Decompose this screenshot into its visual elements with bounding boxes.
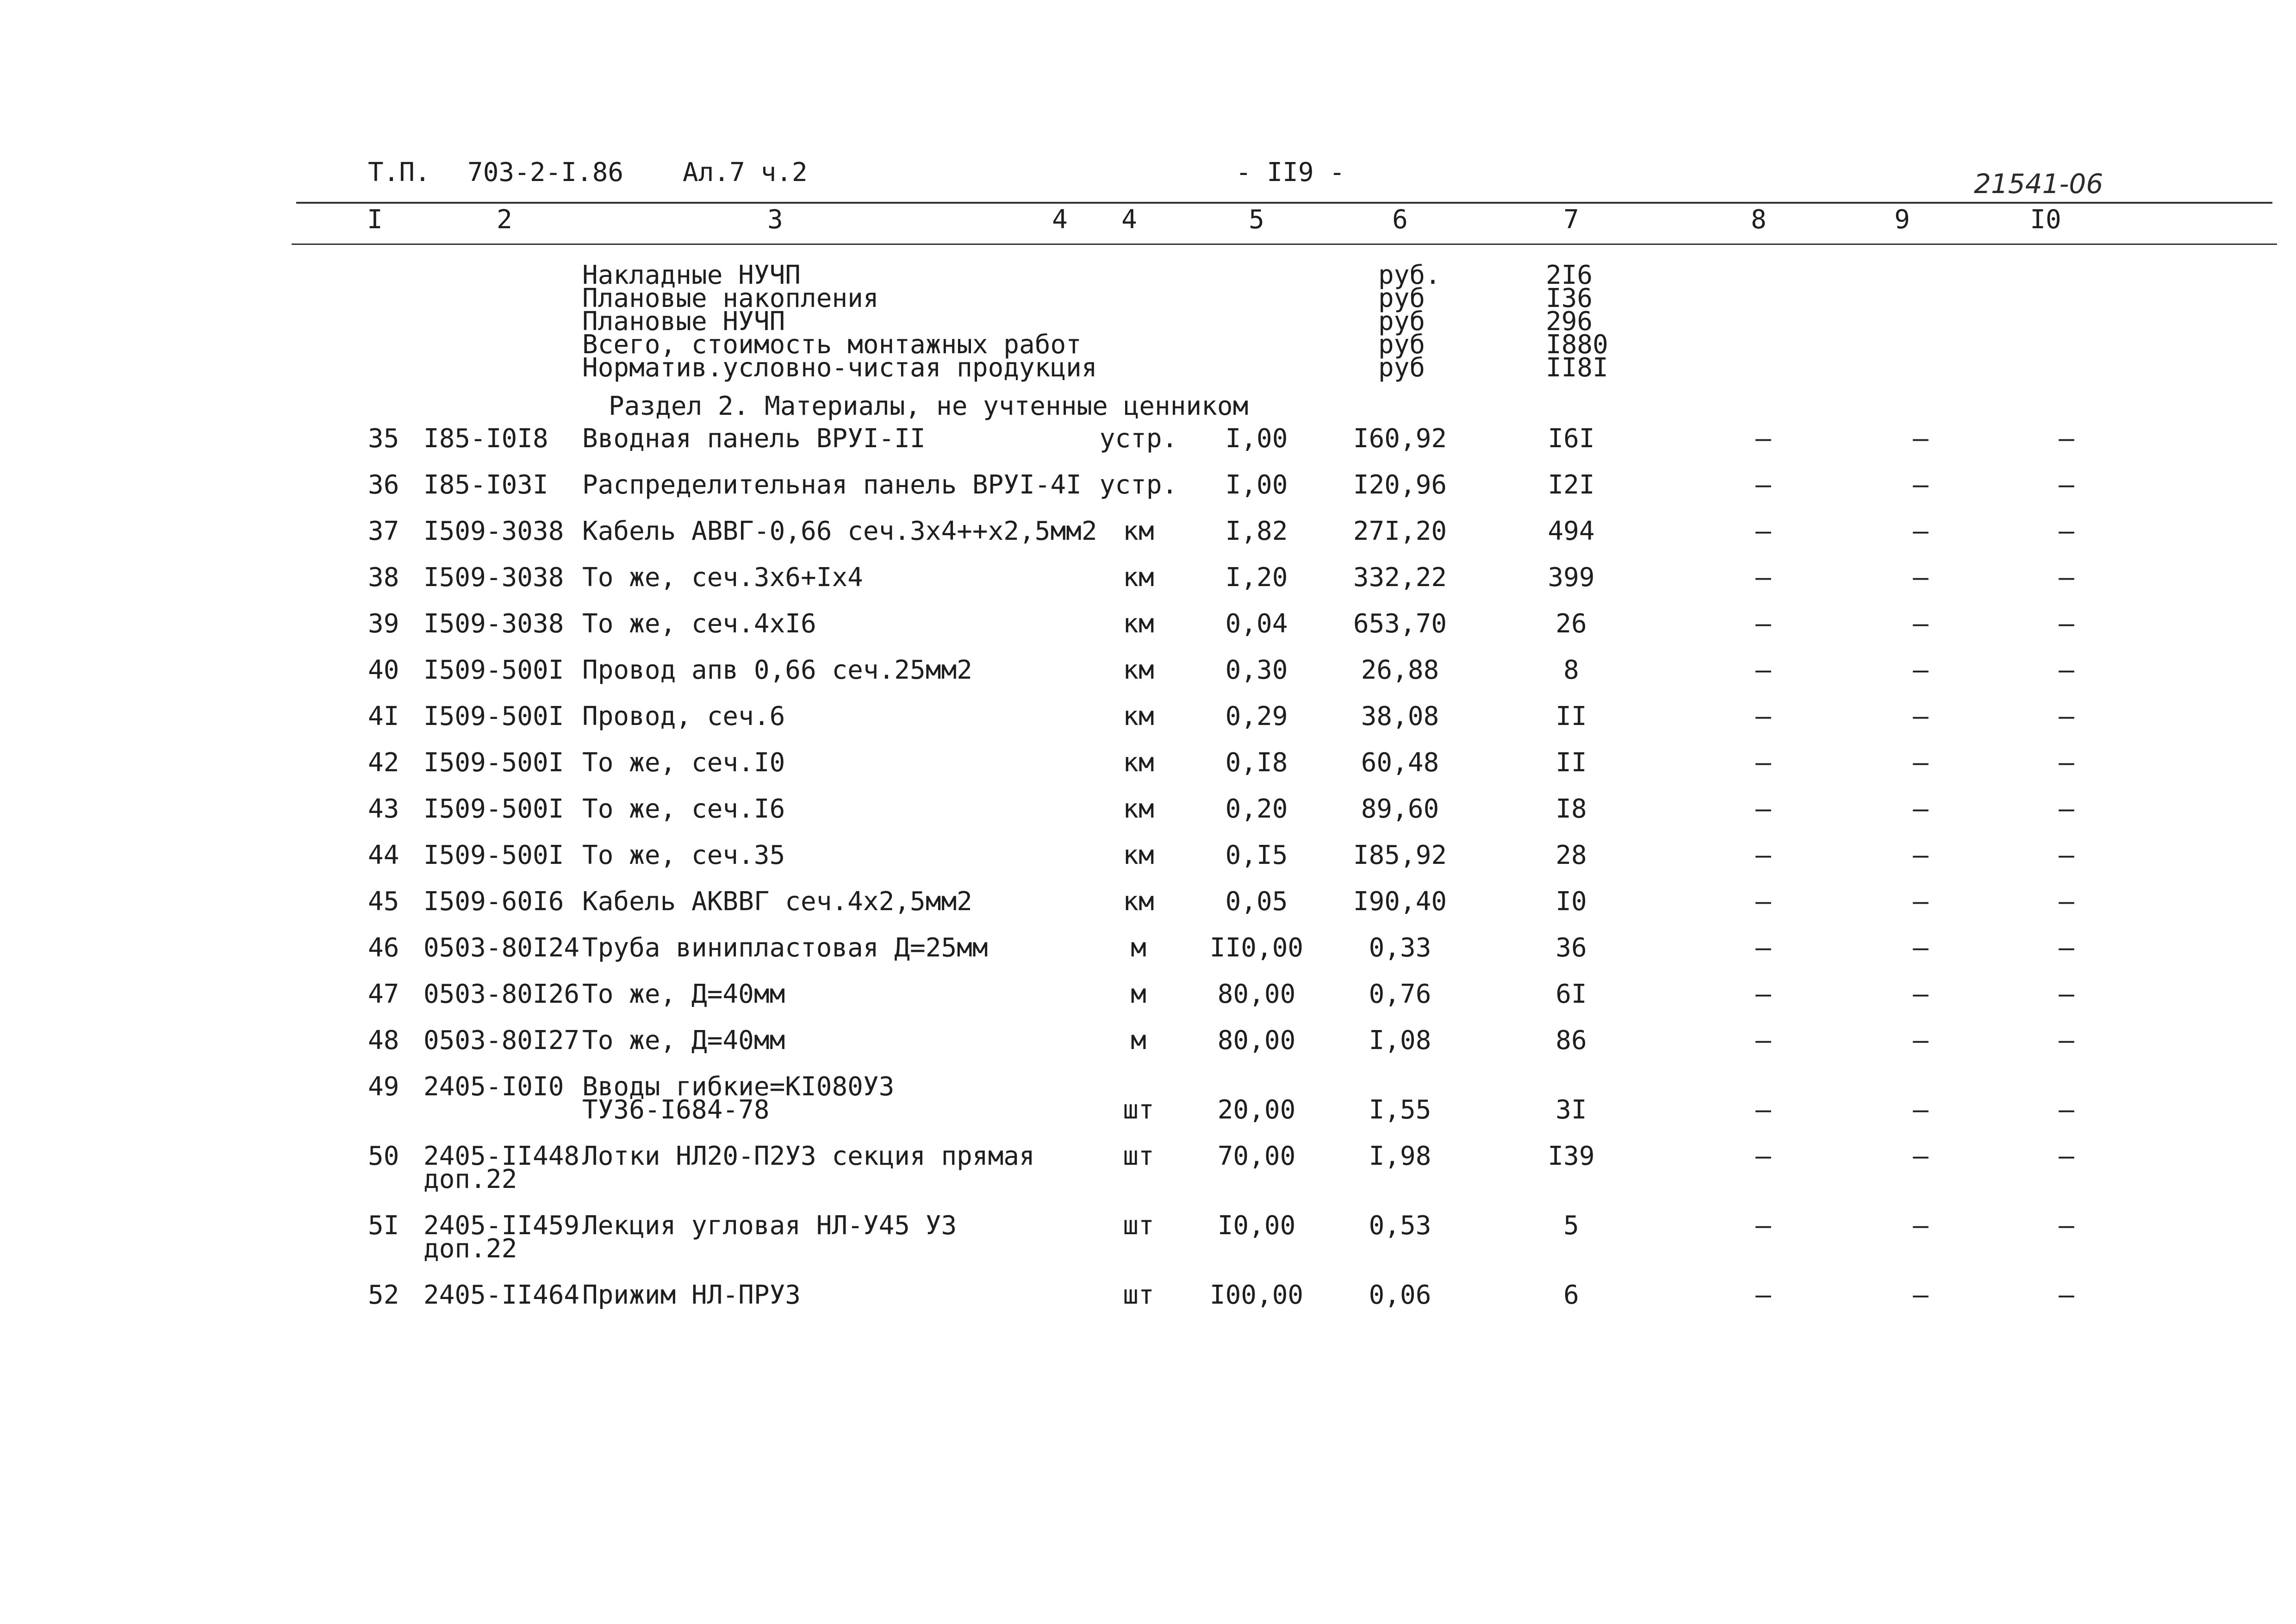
column-header: 9 — [1894, 205, 1910, 235]
row-total: 494 — [1548, 516, 1595, 546]
row-col8: – — [1755, 516, 1771, 546]
column-header: 4 — [1121, 205, 1137, 235]
summary-unit: руб — [1378, 330, 1425, 360]
row-price: 89,60 — [1361, 794, 1439, 824]
row-col8: – — [1755, 655, 1771, 685]
row-unit: км — [1123, 840, 1154, 870]
row-quantity: I00,00 — [1209, 1280, 1304, 1310]
row-col9: – — [1913, 933, 1929, 963]
row-price: 0,53 — [1369, 1211, 1431, 1241]
row-col9: – — [1913, 655, 1929, 685]
row-unit: км — [1123, 562, 1154, 593]
row-name: Прижим НЛ-ПРУ3 — [582, 1280, 801, 1310]
top-rule — [296, 202, 2272, 204]
row-price: I,08 — [1369, 1025, 1431, 1056]
row-col9: – — [1913, 1211, 1929, 1241]
row-quantity: 80,00 — [1217, 979, 1296, 1009]
summary-units — [1378, 260, 1441, 383]
row-unit: устр. — [1099, 424, 1178, 454]
row-code: I509-500I — [423, 748, 564, 778]
row-price: I20,96 — [1353, 470, 1447, 500]
row-unit: шт — [1123, 1211, 1154, 1241]
header-tp: Т.П. — [368, 157, 430, 187]
archive-stamp: 21541-06 — [1974, 168, 2103, 200]
summary-label: Плановые накопления — [582, 283, 879, 313]
row-unit: км — [1123, 748, 1154, 778]
row-col10: – — [2059, 794, 2074, 824]
row-col10: – — [2059, 655, 2074, 685]
page-number: - II9 - — [1236, 157, 1345, 187]
row-col10: – — [2059, 933, 2074, 963]
row-name: То же, Д=40мм — [582, 1025, 785, 1056]
row-col8: – — [1755, 1141, 1771, 1171]
row-total: 36 — [1556, 933, 1587, 963]
row-unit: шт — [1123, 1280, 1154, 1310]
row-quantity: I,20 — [1225, 562, 1288, 593]
column-header: 3 — [767, 205, 783, 235]
row-name: Лекция угловая НЛ-У45 У3 — [582, 1211, 957, 1241]
row-quantity: I0,00 — [1217, 1211, 1296, 1241]
row-col8: – — [1755, 933, 1771, 963]
row-code: I509-60I6 — [423, 887, 564, 917]
row-total: I6I — [1548, 424, 1595, 454]
row-total: 8 — [1563, 655, 1579, 685]
row-total: 6I — [1556, 979, 1587, 1009]
row-name: Провод апв 0,66 сеч.25мм2 — [582, 655, 972, 685]
row-price: I,55 — [1369, 1095, 1431, 1125]
row-price: 60,48 — [1361, 748, 1439, 778]
row-col10: – — [2059, 424, 2074, 454]
row-col8: – — [1755, 748, 1771, 778]
row-total: 28 — [1556, 840, 1587, 870]
row-total: I0 — [1556, 887, 1587, 917]
row-col10: – — [2059, 979, 2074, 1009]
row-name: Распределительная панель ВРУI-4I — [582, 470, 1082, 500]
row-number: 4I — [368, 701, 399, 731]
row-col8: – — [1755, 470, 1771, 500]
row-total: I8 — [1556, 794, 1587, 824]
row-col8: – — [1755, 794, 1771, 824]
row-col9: – — [1913, 748, 1929, 778]
row-number: 52 — [368, 1280, 399, 1310]
row-code: 2405-II448 — [423, 1141, 580, 1171]
section-title: Раздел 2. Материалы, не учтенные ценником — [609, 391, 1249, 421]
row-number: 47 — [368, 979, 399, 1009]
row-name: Провод, сеч.6 — [582, 701, 785, 731]
row-col9: – — [1913, 887, 1929, 917]
row-number: 45 — [368, 887, 399, 917]
summary-value: I880 — [1546, 330, 1608, 360]
row-number: 35 — [368, 424, 399, 454]
row-name: То же, сеч.3х6+Iх4 — [582, 562, 863, 593]
row-quantity: I,82 — [1225, 516, 1288, 546]
summary-unit: руб. — [1378, 260, 1441, 290]
row-code: I85-I0I8 — [423, 424, 548, 454]
column-header: 6 — [1392, 205, 1408, 235]
column-header: I0 — [2030, 205, 2061, 235]
row-name: То же, сеч.I6 — [582, 794, 785, 824]
row-total: 26 — [1556, 609, 1587, 639]
row-col8: – — [1755, 887, 1771, 917]
row-quantity: II0,00 — [1209, 933, 1304, 963]
row-code: I85-I03I — [423, 470, 548, 500]
row-code: I509-3038 — [423, 562, 564, 593]
row-number: 42 — [368, 748, 399, 778]
summary-label: Накладные НУЧП — [582, 260, 801, 290]
row-col8: – — [1755, 609, 1771, 639]
row-number: 48 — [368, 1025, 399, 1056]
row-number: 49 — [368, 1072, 399, 1102]
row-col10: – — [2059, 562, 2074, 593]
row-col10: – — [2059, 1095, 2074, 1125]
row-price: 0,06 — [1369, 1280, 1431, 1310]
row-code: 0503-80I27 — [423, 1025, 580, 1056]
row-unit: км — [1123, 701, 1154, 731]
row-code: I509-3038 — [423, 516, 564, 546]
row-col9: – — [1913, 1141, 1929, 1171]
row-col8: – — [1755, 979, 1771, 1009]
row-col9: – — [1913, 424, 1929, 454]
row-quantity: 0,29 — [1225, 701, 1288, 731]
row-price: 0,76 — [1369, 979, 1431, 1009]
row-price: I,98 — [1369, 1141, 1431, 1171]
row-code: I509-500I — [423, 655, 564, 685]
row-name: Кабель АКВВГ сеч.4х2,5мм2 — [582, 887, 972, 917]
row-code: I509-500I — [423, 840, 564, 870]
row-col10: – — [2059, 609, 2074, 639]
row-price: I90,40 — [1353, 887, 1447, 917]
row-code: I509-500I — [423, 701, 564, 731]
row-name: То же, сеч.I0 — [582, 748, 785, 778]
row-total: II — [1556, 701, 1587, 731]
row-col9: – — [1913, 979, 1929, 1009]
row-col8: – — [1755, 424, 1771, 454]
row-quantity: 0,04 — [1225, 609, 1288, 639]
summary-value: II8I — [1546, 353, 1608, 383]
row-total: 86 — [1556, 1025, 1587, 1056]
summary-value: 296 — [1546, 306, 1593, 337]
header-album: Ал.7 ч.2 — [683, 157, 808, 187]
row-unit: км — [1123, 609, 1154, 639]
row-total: 6 — [1563, 1280, 1579, 1310]
row-quantity: I,00 — [1225, 424, 1288, 454]
row-col10: – — [2059, 748, 2074, 778]
row-code: 0503-80I24 — [423, 933, 580, 963]
row-quantity: I,00 — [1225, 470, 1288, 500]
row-col8: – — [1755, 1025, 1771, 1056]
row-unit: шт — [1123, 1095, 1154, 1125]
column-header: 5 — [1249, 205, 1264, 235]
row-col9: – — [1913, 562, 1929, 593]
row-price: 332,22 — [1353, 562, 1447, 593]
row-col10: – — [2059, 516, 2074, 546]
row-unit: устр. — [1099, 470, 1178, 500]
row-number: 39 — [368, 609, 399, 639]
header-code: 703-2-I.86 — [467, 157, 624, 187]
row-unit: км — [1123, 655, 1154, 685]
column-header: 7 — [1563, 205, 1579, 235]
row-col8: – — [1755, 840, 1771, 870]
row-quantity: 0,05 — [1225, 887, 1288, 917]
row-name: Труба винипластовая Д=25мм — [582, 933, 988, 963]
row-name: Вводы гибкие=КI080У3 — [582, 1072, 895, 1102]
row-price: 26,88 — [1361, 655, 1439, 685]
row-quantity: 0,20 — [1225, 794, 1288, 824]
row-code: I509-3038 — [423, 609, 564, 639]
summary-label: Норматив.условно-чистая продукция — [582, 353, 1097, 383]
row-name-line2: ТУ36-I684-78 — [582, 1095, 770, 1125]
row-total: II — [1556, 748, 1587, 778]
row-quantity: 0,I5 — [1225, 840, 1288, 870]
column-header: 4 — [1052, 205, 1068, 235]
row-price: I60,92 — [1353, 424, 1447, 454]
row-price: 38,08 — [1361, 701, 1439, 731]
column-header: I — [367, 205, 383, 235]
row-unit: км — [1123, 794, 1154, 824]
row-number: 36 — [368, 470, 399, 500]
row-quantity: 20,00 — [1217, 1095, 1296, 1125]
row-number: 44 — [368, 840, 399, 870]
row-price: I85,92 — [1353, 840, 1447, 870]
row-col9: – — [1913, 470, 1929, 500]
row-col8: – — [1755, 701, 1771, 731]
row-col8: – — [1755, 1280, 1771, 1310]
row-col9: – — [1913, 794, 1929, 824]
row-col10: – — [2059, 1280, 2074, 1310]
row-col9: – — [1913, 701, 1929, 731]
row-total: 3I — [1556, 1095, 1587, 1125]
row-unit: м — [1131, 979, 1146, 1009]
row-code: 2405-II464 — [423, 1280, 580, 1310]
row-total: I39 — [1548, 1141, 1595, 1171]
row-total: 5 — [1563, 1211, 1579, 1241]
row-code-note: доп.22 — [423, 1164, 517, 1194]
row-name: То же, сеч.35 — [582, 840, 785, 870]
summary-unit: руб — [1378, 353, 1425, 383]
row-unit: км — [1123, 887, 1154, 917]
row-total: I2I — [1548, 470, 1595, 500]
row-code: 2405-I0I0 — [423, 1072, 564, 1102]
row-col8: – — [1755, 562, 1771, 593]
summary-label: Плановые НУЧП — [582, 306, 785, 337]
row-code-note: доп.22 — [423, 1234, 517, 1264]
row-number: 46 — [368, 933, 399, 963]
row-number: 50 — [368, 1141, 399, 1171]
summary-label: Всего, стоимость монтажных работ — [582, 330, 1082, 360]
row-col10: – — [2059, 1141, 2074, 1171]
row-col9: – — [1913, 1025, 1929, 1056]
row-unit: м — [1131, 933, 1146, 963]
row-price: 27I,20 — [1353, 516, 1447, 546]
row-number: 40 — [368, 655, 399, 685]
row-price: 653,70 — [1353, 609, 1447, 639]
row-col10: – — [2059, 701, 2074, 731]
row-col9: – — [1913, 1095, 1929, 1125]
row-name: Кабель АВВГ-0,66 сеч.3х4++х2,5мм2 — [582, 516, 1097, 546]
row-quantity: 0,30 — [1225, 655, 1288, 685]
row-col10: – — [2059, 470, 2074, 500]
row-quantity: 80,00 — [1217, 1025, 1296, 1056]
row-col10: – — [2059, 887, 2074, 917]
row-code: I509-500I — [423, 794, 564, 824]
summary-unit: руб — [1378, 306, 1425, 337]
row-number: 38 — [368, 562, 399, 593]
row-col10: – — [2059, 1211, 2074, 1241]
row-col8: – — [1755, 1211, 1771, 1241]
row-col9: – — [1913, 1280, 1929, 1310]
row-quantity: 70,00 — [1217, 1141, 1296, 1171]
row-col10: – — [2059, 840, 2074, 870]
row-col9: – — [1913, 609, 1929, 639]
summary-unit: руб — [1378, 283, 1425, 313]
row-unit: км — [1123, 516, 1154, 546]
row-col9: – — [1913, 840, 1929, 870]
row-name: То же, сеч.4хI6 — [582, 609, 816, 639]
row-col8: – — [1755, 1095, 1771, 1125]
summary-value: I36 — [1546, 283, 1593, 313]
row-col9: – — [1913, 516, 1929, 546]
row-code: 2405-II459 — [423, 1211, 580, 1241]
row-name: То же, Д=40мм — [582, 979, 785, 1009]
row-total: 399 — [1548, 562, 1595, 593]
summary-values — [1546, 260, 1608, 383]
row-unit: шт — [1123, 1141, 1154, 1171]
row-name: Вводная панель ВРУI-II — [582, 424, 926, 454]
row-price: 0,33 — [1369, 933, 1431, 963]
column-header: 8 — [1751, 205, 1767, 235]
row-col10: – — [2059, 1025, 2074, 1056]
row-number: 43 — [368, 794, 399, 824]
column-header: 2 — [497, 205, 512, 235]
row-number: 37 — [368, 516, 399, 546]
row-name: Лотки НЛ20-П2У3 секция прямая — [582, 1141, 1035, 1171]
row-quantity: 0,I8 — [1225, 748, 1288, 778]
summary-labels — [582, 260, 1097, 383]
summary-value: 2I6 — [1546, 260, 1593, 290]
row-unit: м — [1131, 1025, 1146, 1056]
column-header-rule — [292, 244, 2277, 245]
row-code: 0503-80I26 — [423, 979, 580, 1009]
row-number: 5I — [368, 1211, 399, 1241]
